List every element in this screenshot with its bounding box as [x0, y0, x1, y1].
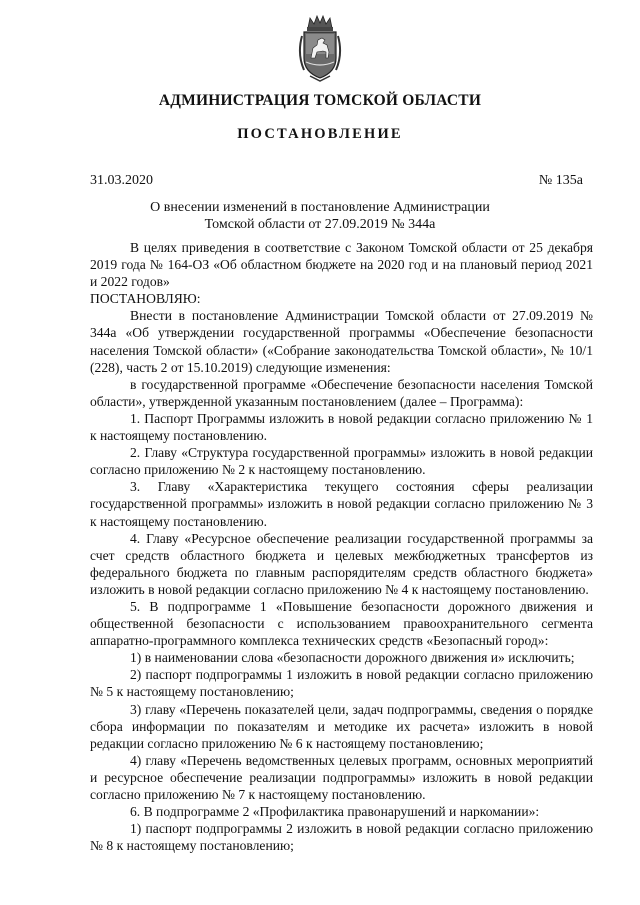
organization-title: АДМИНИСТРАЦИЯ ТОМСКОЙ ОБЛАСТИ [158, 92, 482, 109]
body-paragraph: 3. Главу «Характеристика текущего состояния сферы реализации государственной программы» изложить в новой редакции согласно приложению № 3 к настоящему постановлению. [90, 479, 593, 529]
body-paragraph: 1) паспорт подпрограммы 2 изложить в новой редакции согласно приложению № 8 к настоящему постановлению; [90, 821, 593, 854]
coat-of-arms-icon [296, 14, 344, 82]
body-paragraph: 1. Паспорт Программы изложить в новой редакции согласно приложению № 1 к настоящему постановлению. [90, 410, 593, 444]
body-paragraph: 5. В подпрограмме 1 «Повышение безопасности дорожного движения и общественной безопасности с использованием правоохранительного сегмента аппаратно-программного комплекса технических средств «Безопасный город»: [90, 598, 593, 649]
document-number: № 135а [538, 173, 583, 188]
document-body [90, 239, 593, 854]
body-paragraph: 1) в наименовании слова «безопасности дорожного движения и» исключить; [130, 650, 575, 666]
body-paragraph: в государственной программе «Обеспечение безопасности населения Томской области», утвержденной указанным постановлением (далее – Программа): [90, 376, 593, 409]
document-date: 31.03.2020 [90, 173, 153, 188]
body-paragraph: 2. Главу «Структура государственной программы» изложить в новой редакции согласно приложению № 2 к настоящему постановлению. [90, 445, 593, 478]
body-paragraph: Внести в постановление Администрации Томской области от 27.09.2019 № 344а «Об утверждении государственной программы «Обеспечение безопасности населения Томской области» («Собрание законодательства Томской области», № 10/1 (228), часть 2 от 15.10.2019) следующие изменения: [90, 308, 593, 375]
subject-line-1: О внесении изменений в постановление Администрации [150, 200, 490, 215]
body-paragraph: 4. Главу «Ресурсное обеспечение реализации государственной программы за счет средств областного бюджета и целевых межбюджетных трансфертов из федерального бюджета по главным распорядителям средств областного бюджета» изложить в новой редакции согласно приложению № 4 к настоящему постановлению. [90, 530, 593, 597]
body-paragraph: 6. В подпрограмме 2 «Профилактика правонарушений и наркомании»: [130, 804, 540, 820]
resolution-keyword: ПОСТАНОВЛЯЮ: [90, 291, 201, 307]
body-paragraph: 2) паспорт подпрограммы 1 изложить в новой редакции согласно приложению № 5 к настоящему постановлению; [90, 667, 593, 700]
body-paragraph: 3) главу «Перечень показателей цели, задач подпрограммы, сведения о порядке сбора информации по показателям и методике их расчета» изложить в новой редакции согласно приложению № 6 к настоящему постановлению; [90, 701, 593, 751]
document-type: ПОСТАНОВЛЕНИЕ [237, 126, 403, 142]
document-subject [0, 199, 640, 233]
subject-line-2: Томской области от 27.09.2019 № 344а [204, 217, 436, 232]
preamble-paragraph: В целях приведения в соответствие с Законом Томской области от 25 декабря 2019 года № 164-ОЗ «Об областном бюджете на 2020 год и на плановый период 2021 и 2022 годов» [90, 240, 593, 290]
body-paragraph: 4) главу «Перечень ведомственных целевых программ, основных мероприятий и ресурсное обеспечение реализации подпрограммы» изложить в новой редакции согласно приложению № 7 к настоящему постановлению. [90, 752, 593, 802]
